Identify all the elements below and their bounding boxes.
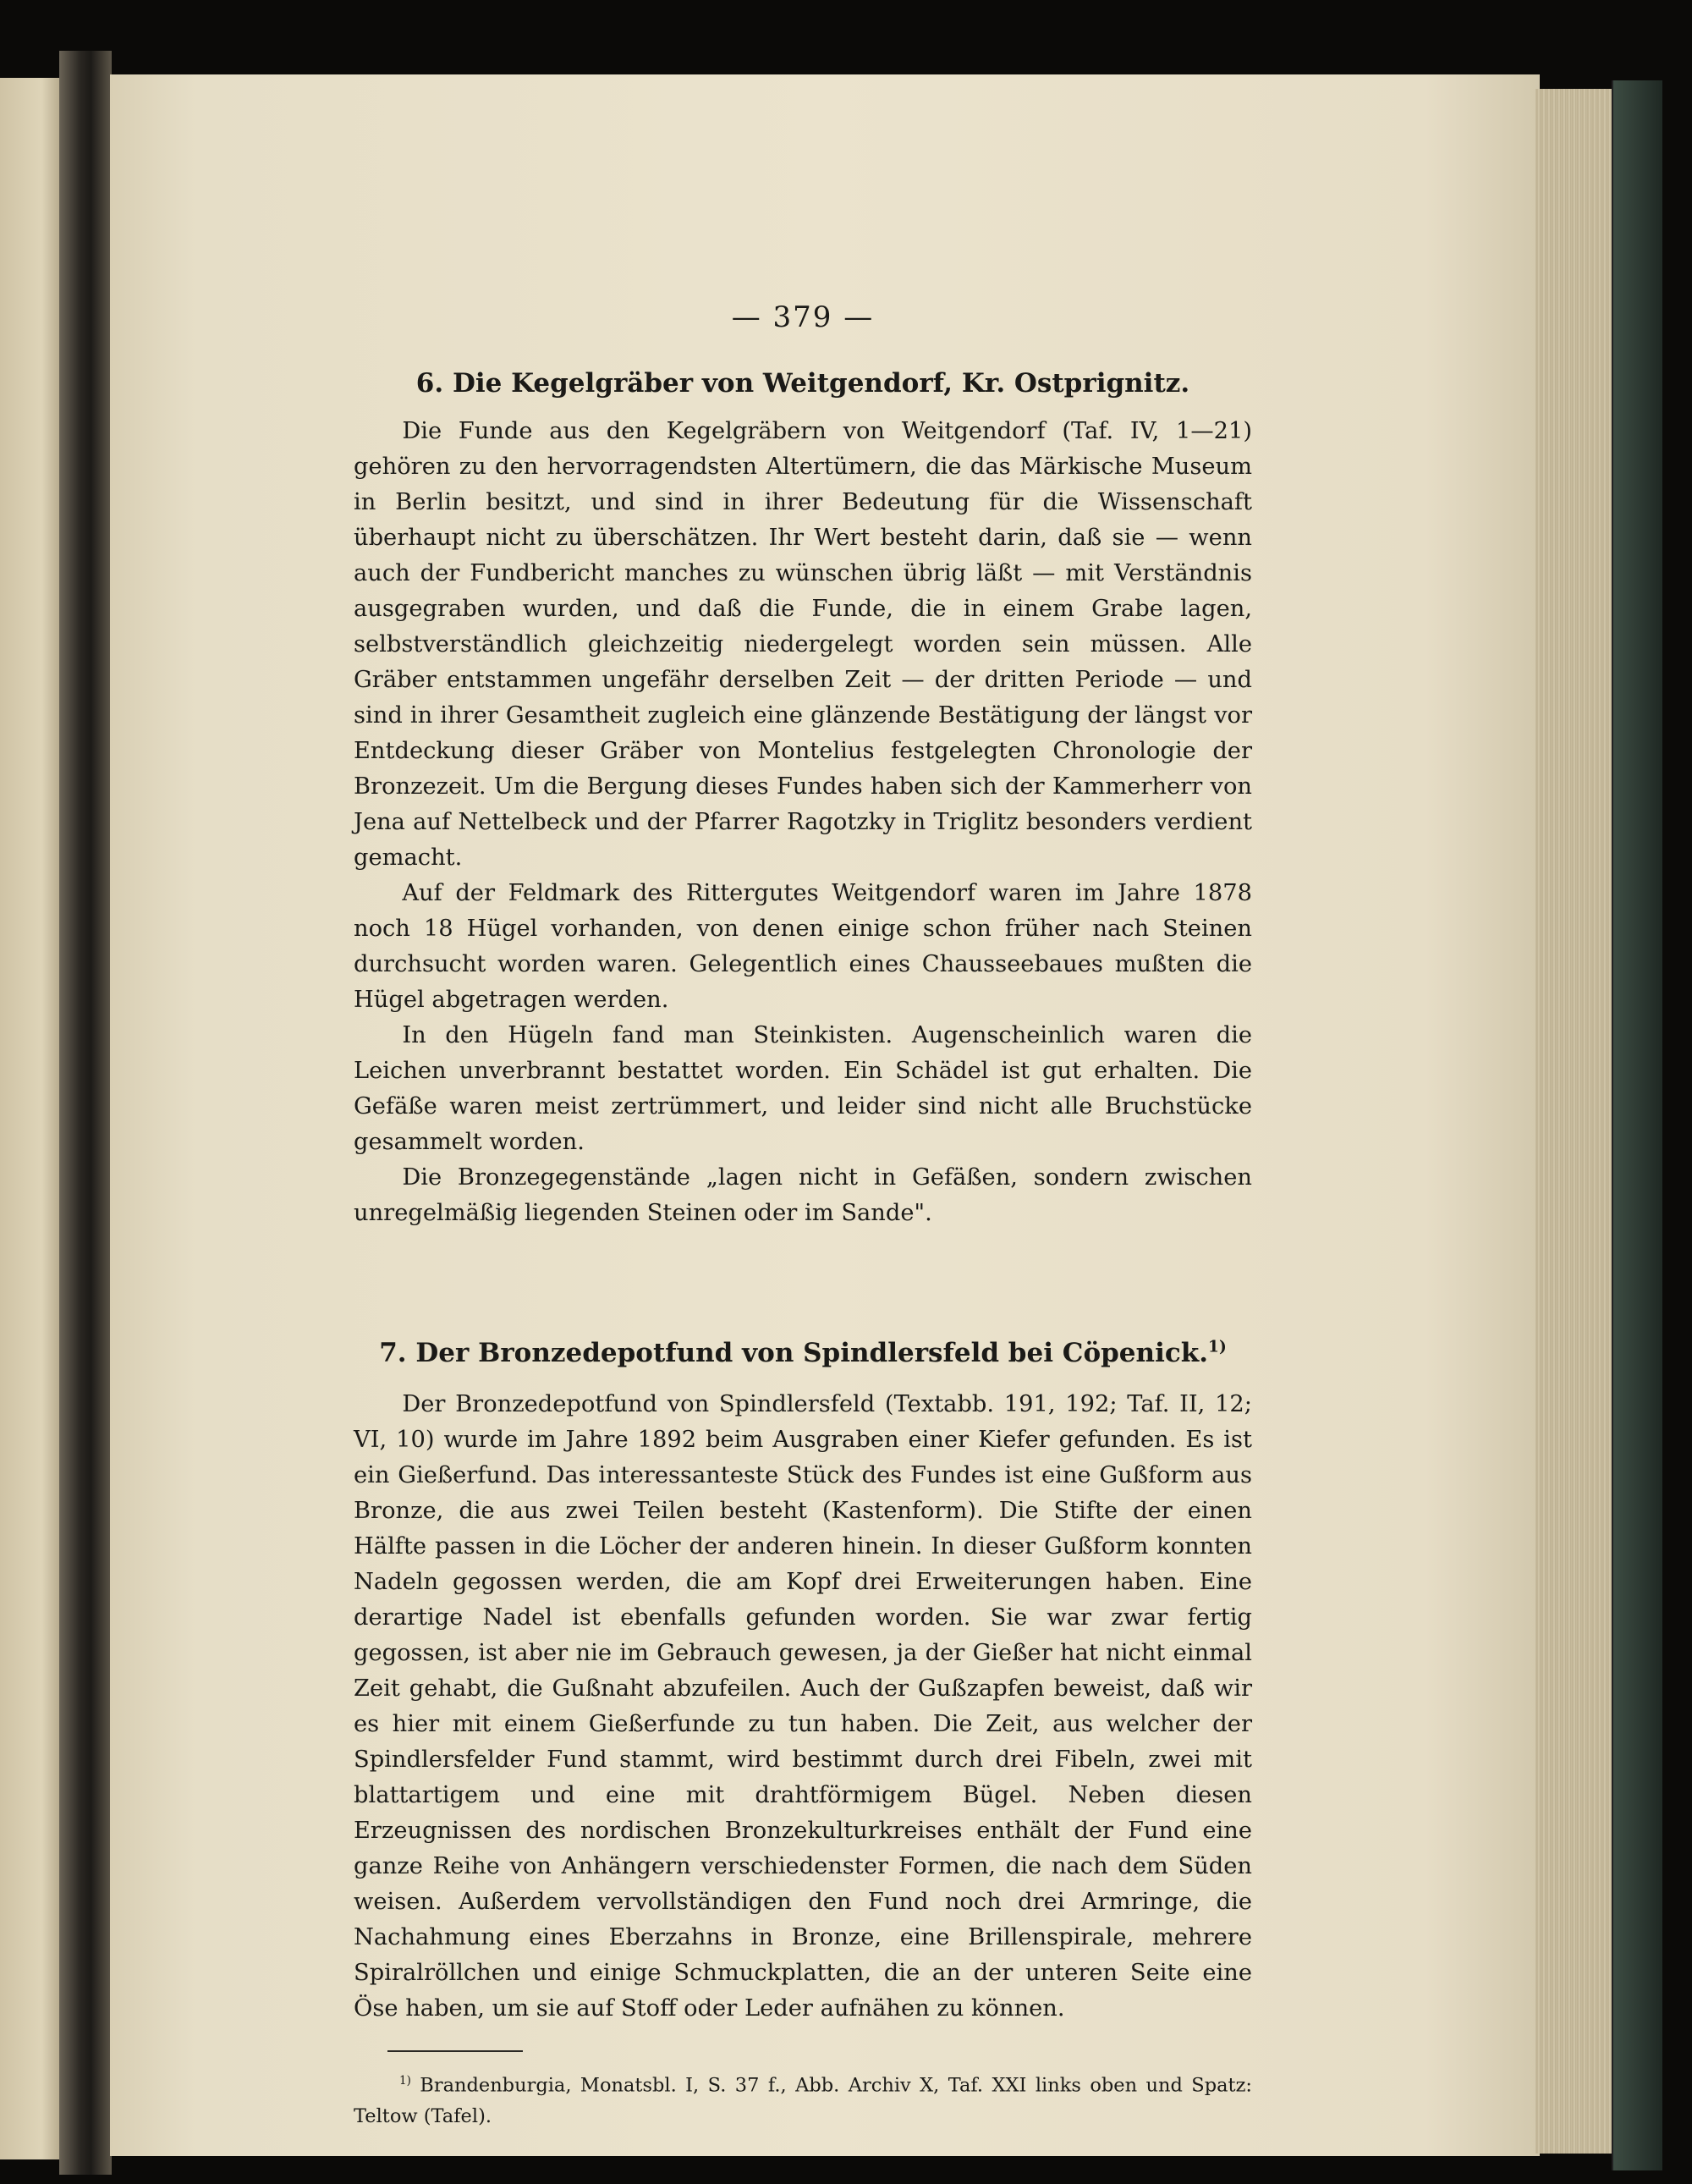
paragraph: Die Bronzegegenstände „lagen nicht in Gefäßen, sondern zwischen unregelmäßig liegenden Steinen oder im Sande". (354, 1164, 1252, 1226)
footnote-text: Brandenburgia, Monatsbl. I, S. 37 f., Abb. Archiv X, Taf. XXI links oben und Spatz: Teltow (Tafel). (354, 2074, 1252, 2127)
paragraph: In den Hügeln fand man Steinkisten. Augenscheinlich waren die Leichen unverbrannt bestattet worden. Ein Schädel ist gut erhalten. Die Gefäße waren meist zertrümmert, und leider sind nicht alle Bruchstücke gesammelt worden. (354, 1022, 1252, 1155)
footnote (354, 2066, 1252, 2132)
page-content (354, 300, 1252, 2132)
section-heading: 6. Die Kegelgräber von Weitgendorf, Kr. Ostprignitz. (415, 368, 1190, 399)
paragraph: Der Bronzedepotfund von Spindlersfeld (Textabb. 191, 192; Taf. II, 12; VI, 10) wurde im Jahre 1892 beim Ausgraben einer Kiefer gefunden. Es ist ein Gießerfund. Das interessanteste Stück des Fundes ist eine Gußform aus Bronze, die aus zwei Teilen besteht (Kastenform). Die Stifte der einen Hälfte passen in die Löcher der anderen hinein. In dieser Gußform konnten Nadeln gegossen werden, die am Kopf drei Erweiterungen haben. Eine derartige Nadel ist ebenfalls gefunden worden. Sie war zwar fertig gegossen, ist aber nie im Gebrauch gewesen, ja der Gießer hat nicht einmal Zeit gehabt, die Gußnaht abzufeilen. Auch der Gußzapfen beweist, daß wir es hier mit einem Gießerfunde zu tun haben. Die Zeit, aus welcher der Spindlersfelder Fund stammt, wird bestimmt durch drei Fibeln, zwei mit blattartigem und eine mit drahtförmigem Bügel. Neben diesen Erzeugnissen des nordischen Bronzekulturkreises enthält der Fund eine ganze Reihe von Anhängern verschiedenster Formen, die nach dem Süden weisen. Außerdem vervollständigen den Fund noch drei Armringe, die Nachahmung eines Eberzahns in Bronze, eine Brillenspirale, mehrere Spiralröllchen und einige Schmuckplatten, die an der unteren Seite eine Öse haben, um sie auf Stoff oder Leder aufnähen zu können. (354, 1391, 1252, 2022)
footnote-reference: 1) (1208, 1338, 1227, 1356)
section-bronzedepotfund (354, 1338, 1252, 2027)
section-heading (354, 1338, 1252, 1368)
book-gutter (59, 51, 112, 2175)
page-number: — 379 — (731, 300, 875, 334)
paragraph: Die Funde aus den Kegelgräbern von Weitgendorf (Taf. IV, 1—21) gehören zu den hervorragendsten Altertümern, die das Märkische Museum in Berlin besitzt, und sind in ihrer Bedeutung für die Wissenschaft überhaupt nicht zu überschätzen. Ihr Wert besteht darin, daß sie — wenn auch der Fundbericht manches zu wünschen übrig läßt — mit Verständnis ausgegraben wurden, und daß die Funde, die in einem Grabe lagen, selbstverständlich gleichzeitig niedergelegt worden sein müssen. Alle Gräber entstammen ungefähr derselben Zeit — der dritten Periode — und sind in ihrer Gesamtheit zugleich eine glänzende Bestätigung der längst vor Entdeckung dieser Gräber von Montelius festgelegten Chronologie der Bronzezeit. Um die Bergung dieses Fundes haben sich der Kammerherr von Jena auf Nettelbeck und der Pfarrer Ragotzky in Triglitz besonders verdient gemacht. (354, 418, 1252, 871)
footnote-marker: 1) (399, 2074, 411, 2088)
footnote-rule (387, 2050, 523, 2052)
page-block-edges (1535, 89, 1616, 2154)
paragraph: Auf der Feldmark des Rittergutes Weitgendorf waren im Jahre 1878 noch 18 Hügel vorhanden, von denen einige schon früher nach Steinen durchsucht worden waren. Gelegentlich eines Chausseebaues mußten die Hügel abgetragen werden. (354, 880, 1252, 1013)
book-cover-edge (1612, 80, 1662, 2170)
section-kegelgraeber (354, 368, 1252, 1231)
section-heading-text: 7. Der Bronzedepotfund von Spindlersfeld bei Cöpenick. (379, 1338, 1208, 1368)
left-page-edge (0, 78, 59, 2159)
